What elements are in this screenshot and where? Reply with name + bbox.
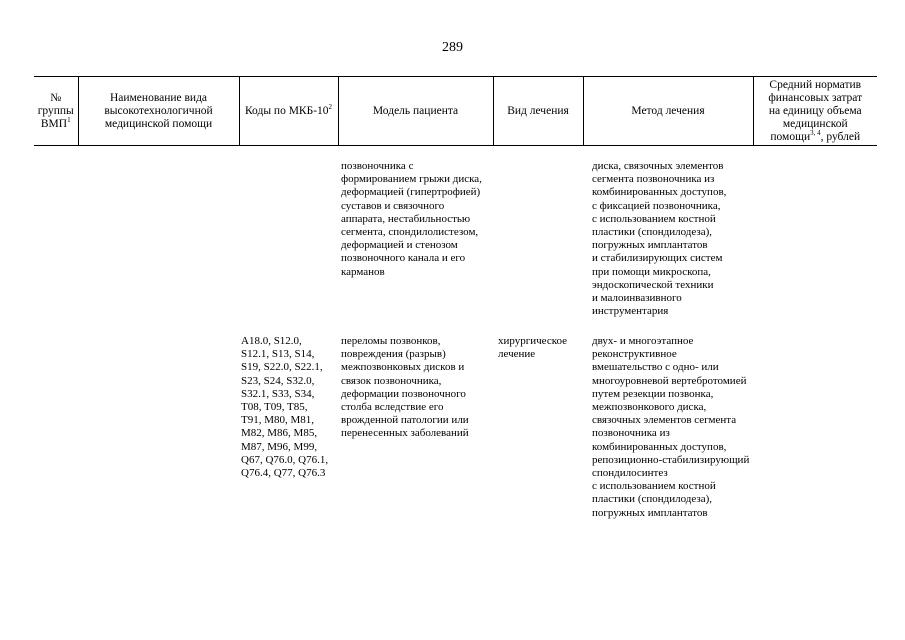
row-2-patient-model: переломы позвонков, повреждения (разрыв) межпозвонковых дисков и связок позвоночника, деформации позвоночного столба вследствие его врожденной патологии или перенесенных заболеваний xyxy=(341,335,469,440)
header-patient-model: Модель пациента xyxy=(338,77,493,146)
row-2-icd-codes: A18.0, S12.0, S12.1, S13, S14, S19, S22.0, S22.1, S23, S24, S32.0, S32.1, S33, S34, T08, T09, T85, T91, M80, M81, M82, M86, M85, M87, M96, M99, Q67, Q76.0, Q76.1, Q76.4, Q77, Q76.3 xyxy=(241,335,329,480)
header-care-type-name: Наименование вида высокотехнологичной медицинской помощи xyxy=(78,77,239,146)
row-2-treatment-type: хирургическое лечение xyxy=(498,335,568,361)
header-icd-codes: Коды по МКБ-$10^2$ xyxy=(239,77,338,146)
header-treatment-method: Метод лечения xyxy=(583,77,753,146)
page-number: 289 xyxy=(442,40,463,55)
row-2-treatment-method: двух- и многоэтапное реконструктивное вмешательство с одно- или многоуровневой вертебротомией путем резекции позвонка, межпозвонкового диска, связочных элементов сегмента позвоночника из комбинированных доступов, репозиционно-стабилизирующий спондилосинтез с использованием костной пластики (спондилодеза), погружных имплантатов xyxy=(592,335,750,519)
header-treatment-type: Вид лечения xyxy=(493,77,583,146)
header-average-cost: Средний норматив финансовых затрат на единицу объема медицинской помощи$^{3, 4}$, рублей xyxy=(753,77,877,146)
header-group-number: № группы ВМП$^1$ xyxy=(34,77,78,146)
row-1-treatment-method: диска, связочных элементов сегмента позвоночника из комбинированных доступов, с фиксацией позвоночника, с использованием костной пластики (спондилодеза), погружных имплантатов и стабилизирующих систем при помощи микроскопа, эндоскопической техники и малоинвазивного инструментария xyxy=(592,160,727,318)
table-header xyxy=(34,76,877,146)
row-1-patient-model: позвоночника с формированием грыжи диска, деформацией (гипертрофией) суставов и связочного аппарата, нестабильностью сегмента, спондилолистезом, деформацией и стенозом позвоночного канала и его карманов xyxy=(341,160,482,278)
